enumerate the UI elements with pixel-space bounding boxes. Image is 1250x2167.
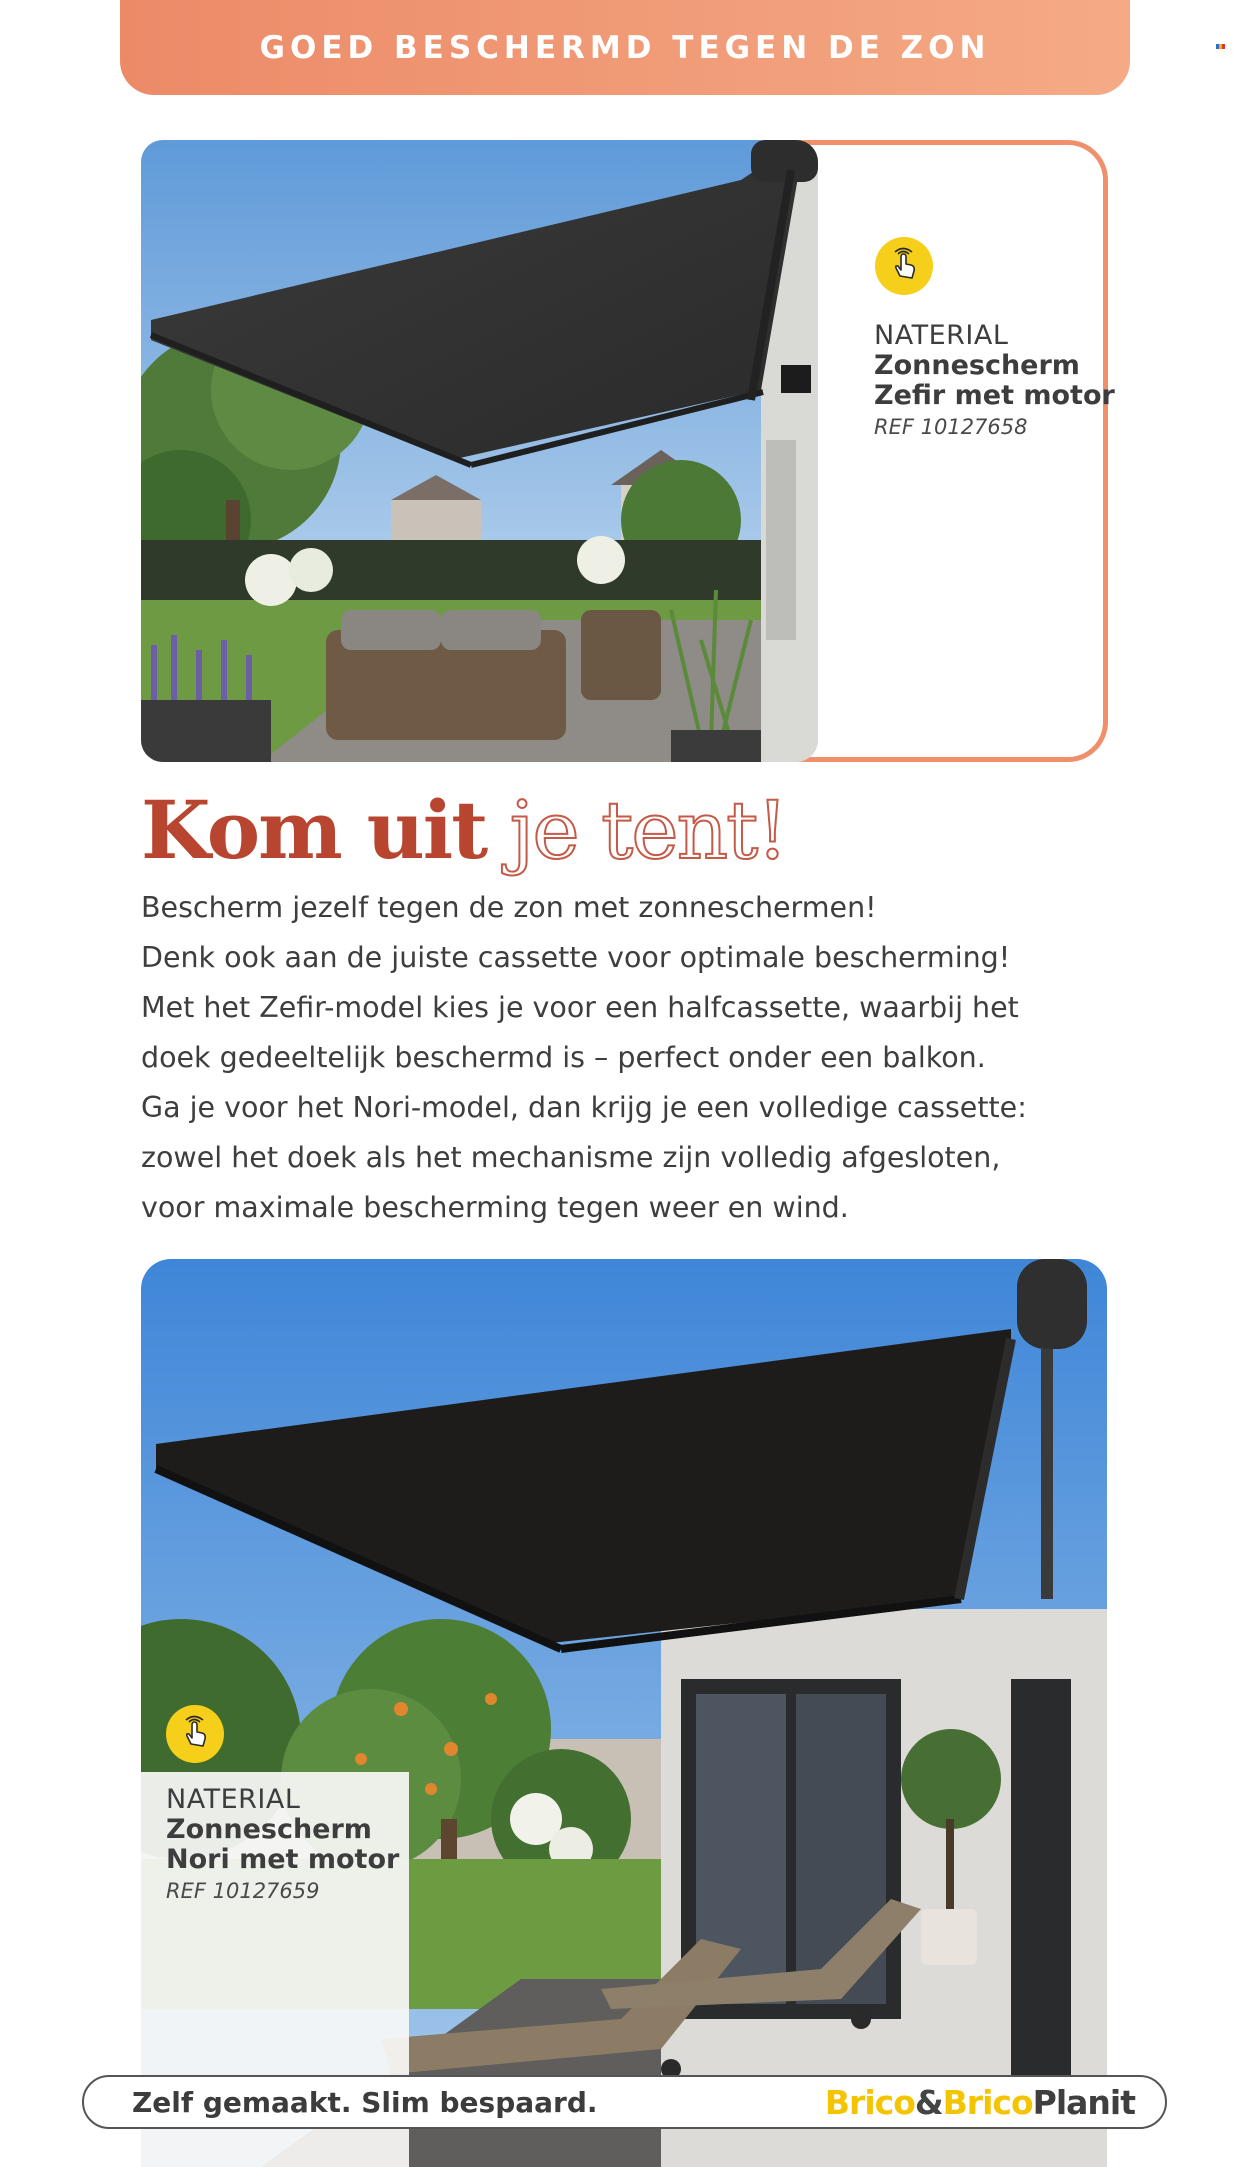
headline [141,780,786,880]
product1-brand: NATERIAL [874,320,1009,351]
logo-brico-2: Brico [942,2082,1033,2122]
product2-ref: REF 10127659 [166,1879,320,1903]
body-line: zowel het doek als het mechanisme zijn volledig afgesloten, [141,1141,1001,1174]
body-line: Denk ook aan de juiste cassette voor optimale bescherming! [141,941,1011,974]
footer-bar [82,2075,1167,2129]
product2-tap-badge[interactable] [166,1705,224,1763]
logo-planit: Planit [1032,2082,1135,2122]
headline-outline: je tent! [509,784,787,877]
header-banner [120,0,1130,95]
body-line: Ga je voor het Nori-model, dan krijg je een volledige cassette: [141,1091,1027,1124]
body-line: Bescherm jezelf tegen de zon met zonneschermen! [141,891,877,924]
body-line: doek gedeeltelijk beschermd is – perfect onder een balkon. [141,1041,986,1074]
footer-slogan: Zelf gemaakt. Slim bespaard. [132,2085,598,2119]
body-line: Met het Zefir-model kies je voor een halfcassette, waarbij het [141,991,1019,1024]
logo-ampersand: & [914,2082,943,2122]
product1-tap-badge[interactable] [875,237,933,295]
header-title: GOED BESCHERMD TEGEN DE ZON [259,29,991,66]
product1-photo[interactable] [141,140,818,762]
product2-name-line1[interactable]: Zonnescherm [166,1814,372,1845]
product1-info [874,320,1115,439]
body-line: voor maximale bescherming tegen weer en wind. [141,1191,849,1224]
body-paragraph [141,883,1121,1233]
product2-brand: NATERIAL [166,1784,301,1815]
corner-marker-icon [1216,44,1224,49]
tap-hand-icon [175,1714,215,1754]
product1-ref: REF 10127658 [874,415,1028,439]
headline-bold: Kom uit [141,783,487,877]
product1-name-line1[interactable]: Zonnescherm [874,350,1080,381]
logo-brico: Brico [824,2082,915,2122]
product2-info [166,1784,399,1903]
brand-logo[interactable] [825,2083,1135,2122]
product1-name-line2[interactable]: Zefir met motor [874,380,1115,411]
tap-hand-icon [884,246,924,286]
product2-name-line2[interactable]: Nori met motor [166,1844,400,1875]
